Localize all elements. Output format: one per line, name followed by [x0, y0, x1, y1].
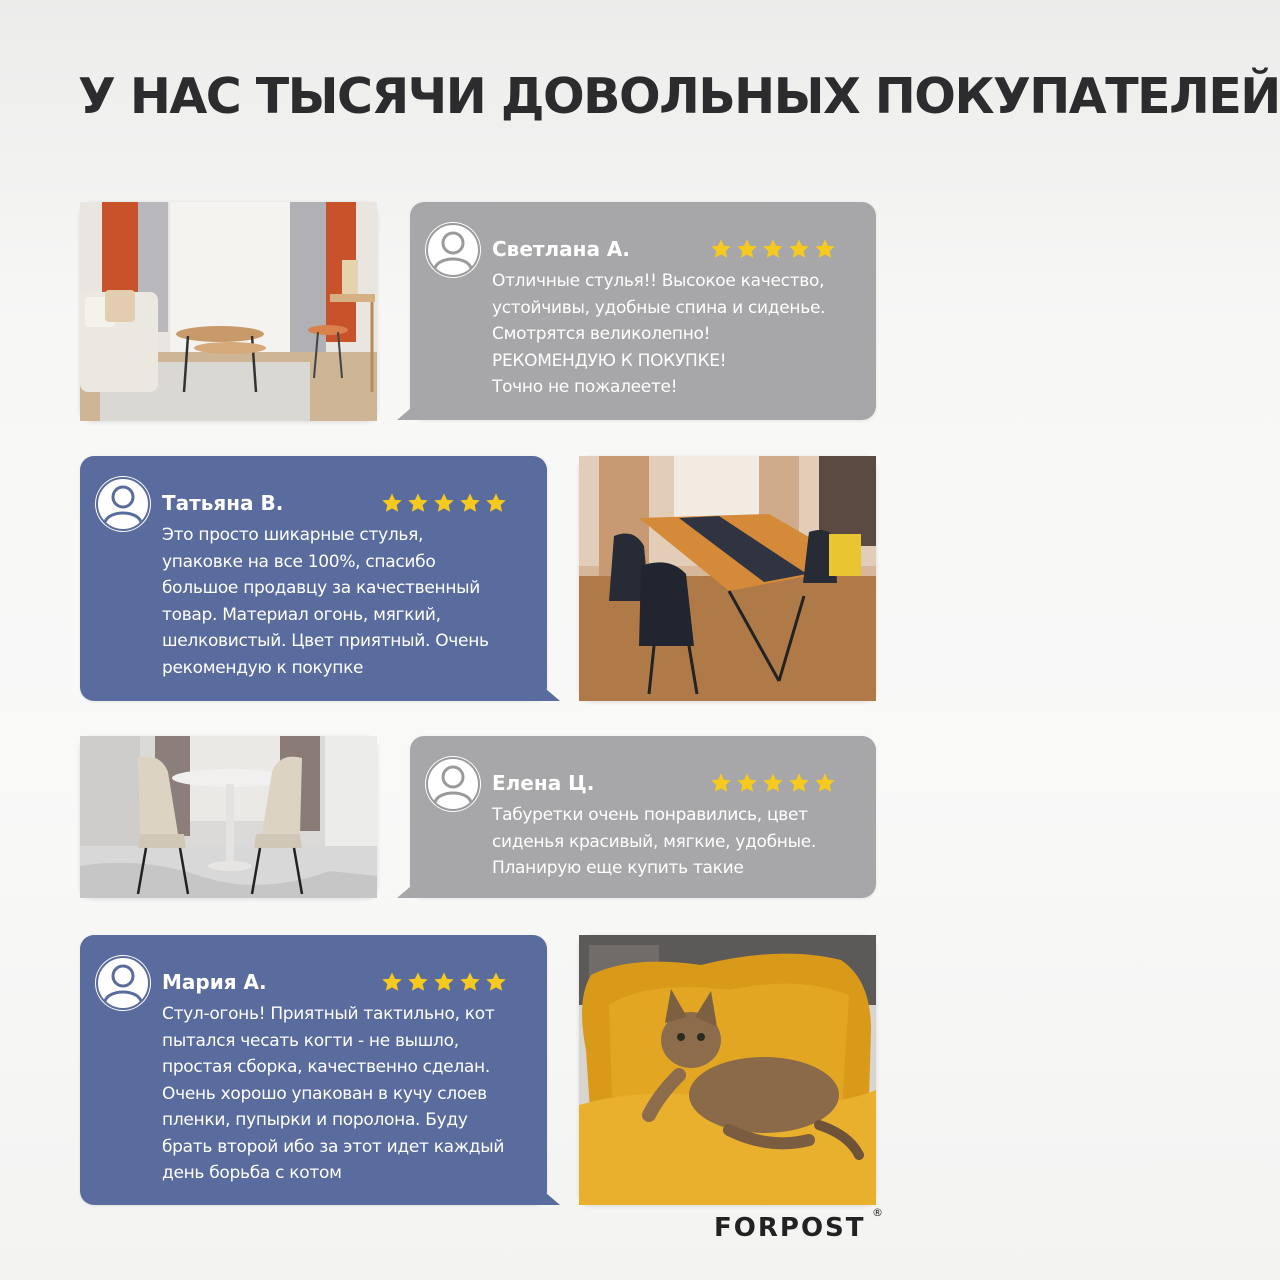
star-icon	[407, 971, 429, 993]
review-card	[410, 736, 876, 898]
star-icon	[710, 772, 732, 794]
star-icon	[381, 492, 403, 514]
rating-stars	[381, 492, 507, 514]
star-icon	[814, 772, 836, 794]
reviewer-name: Светлана А.	[492, 237, 630, 261]
speech-bubble-tail	[397, 396, 425, 420]
star-icon	[736, 238, 758, 260]
reviewer-name: Мария А.	[162, 970, 267, 994]
rating-stars	[710, 772, 836, 794]
star-icon	[433, 971, 455, 993]
star-icon	[762, 772, 784, 794]
review-text: Стул-огонь! Приятный тактильно, кот пытался чесать когти - не вышло, простая сборка, качественно сделан. Очень хорошо упакован в кучу слоев пленки, пупырки и поролона. Буду брать второй ибо за этот идет каждый день борьба с котом	[162, 1004, 505, 1183]
star-icon	[762, 238, 784, 260]
speech-bubble-tail	[532, 1181, 560, 1205]
star-icon	[788, 238, 810, 260]
speech-bubble-tail	[532, 677, 560, 701]
brand-logo: FORPOST	[714, 1213, 866, 1243]
photo-dining-table	[579, 456, 876, 701]
review-text: Табуретки очень понравились, цвет сиденья красивый, мягкие, удобные. Планирую еще купить такие	[492, 805, 817, 878]
review-card	[410, 202, 876, 420]
rating-stars	[381, 971, 507, 993]
star-icon	[433, 492, 455, 514]
registered-mark: ®	[872, 1206, 883, 1219]
photo-cat-on-chair	[579, 935, 876, 1205]
star-icon	[459, 492, 481, 514]
rating-stars	[710, 238, 836, 260]
star-icon	[485, 971, 507, 993]
review-card	[80, 456, 547, 701]
star-icon	[407, 492, 429, 514]
user-avatar-icon	[95, 476, 151, 532]
star-icon	[381, 971, 403, 993]
user-avatar-icon	[425, 756, 481, 812]
star-icon	[459, 971, 481, 993]
review-text: Это просто шикарные стулья, упаковке на все 100%, спасибо большое продавцу за качественный товар. Материал огонь, мягкий, шелковистый. Цвет приятный. Очень рекомендую к покупке	[162, 525, 489, 678]
star-icon	[736, 772, 758, 794]
star-icon	[710, 238, 732, 260]
speech-bubble-tail	[397, 874, 425, 898]
review-card	[80, 935, 547, 1205]
photo-round-table	[80, 736, 377, 898]
user-avatar-icon	[425, 222, 481, 278]
review-text: Отличные стулья!! Высокое качество, устойчивы, удобные спина и сиденье. Смотрятся великолепно! РЕКОМЕНДУЮ К ПОКУПКЕ! Точно не пожалеете!	[492, 271, 826, 397]
page-title: У НАС ТЫСЯЧИ ДОВОЛЬНЫХ ПОКУПАТЕЛЕЙ	[78, 68, 1280, 125]
star-icon	[485, 492, 507, 514]
star-icon	[788, 772, 810, 794]
reviewer-name: Елена Ц.	[492, 771, 595, 795]
user-avatar-icon	[95, 955, 151, 1011]
star-icon	[814, 238, 836, 260]
photo-living-room	[80, 202, 377, 421]
reviewer-name: Татьяна В.	[162, 491, 284, 515]
